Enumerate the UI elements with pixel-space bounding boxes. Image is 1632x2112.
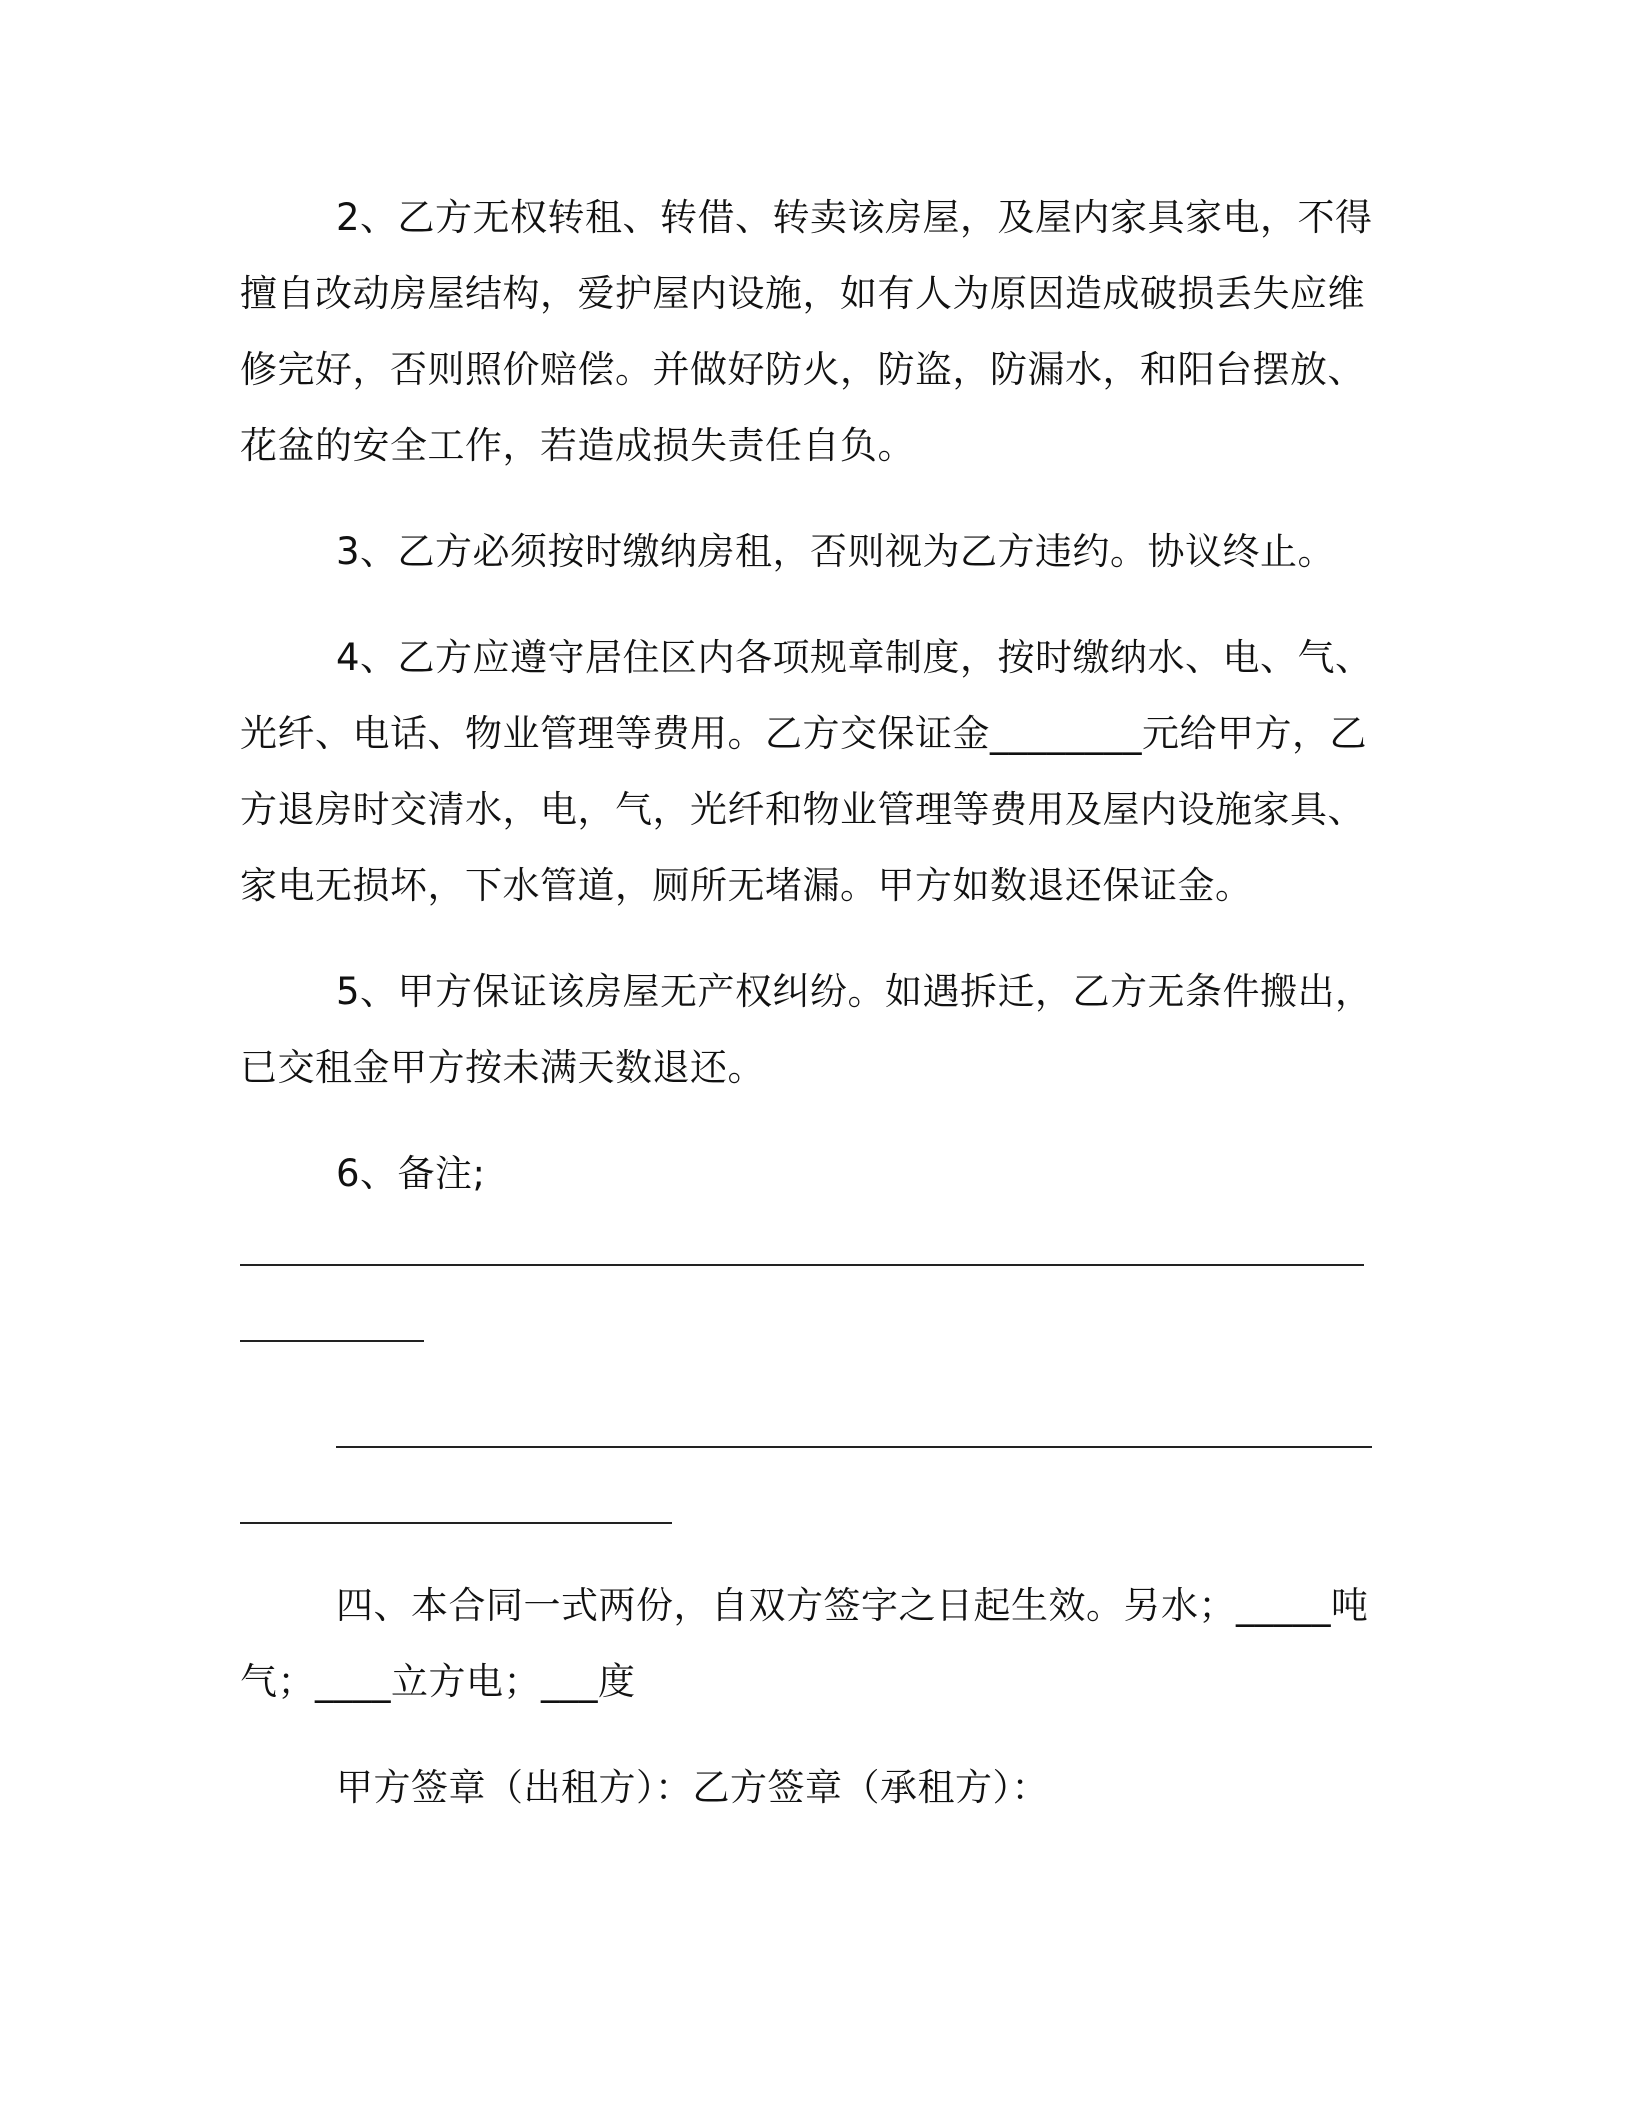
clause-4-line-4: 家电无损坏，下水管道，厕所无堵漏。甲方如数退还保证金。 <box>240 864 1253 907</box>
remarks-blank-line-2 <box>240 1340 424 1342</box>
remarks-blank-line-3 <box>336 1446 1372 1448</box>
clause-final-line-2: 气；____立方电；___度 <box>240 1660 636 1703</box>
clause-final-line-1: 四、本合同一式两份，自双方签字之日起生效。另水；_____吨 <box>336 1584 1369 1627</box>
clause-4-line-2: 光纤、电话、物业管理等费用。乙方交保证金________元给甲方，乙 <box>240 712 1367 755</box>
signature-labels: 甲方签章（出租方）：乙方签章（承租方）： <box>336 1766 1049 1809</box>
clause-4-line-3: 方退房时交清水，电，气，光纤和物业管理等费用及屋内设施家具、 <box>240 788 1365 831</box>
clause-6-remarks-label: 6、备注; <box>336 1152 486 1195</box>
clause-5-line-2: 已交租金甲方按未满天数退还。 <box>240 1046 765 1089</box>
clause-2-line-2: 擅自改动房屋结构，爱护屋内设施，如有人为原因造成破损丢失应维 <box>240 272 1365 315</box>
clause-2-line-4: 花盆的安全工作，若造成损失责任自负。 <box>240 424 915 467</box>
remarks-blank-line-1 <box>240 1264 1364 1266</box>
clause-5-line-1: 5、甲方保证该房屋无产权纠纷。如遇拆迁，乙方无条件搬出， <box>336 970 1373 1013</box>
clause-2-line-1: 2、乙方无权转租、转借、转卖该房屋，及屋内家具家电，不得 <box>336 196 1373 239</box>
clause-2-line-3: 修完好，否则照价赔偿。并做好防火，防盗，防漏水，和阳台摆放、 <box>240 348 1365 391</box>
clause-3-line-1: 3、乙方必须按时缴纳房租，否则视为乙方违约。协议终止。 <box>336 530 1336 573</box>
clause-4-line-1: 4、乙方应遵守居住区内各项规章制度，按时缴纳水、电、气、 <box>336 636 1373 679</box>
remarks-blank-line-4 <box>240 1522 672 1524</box>
